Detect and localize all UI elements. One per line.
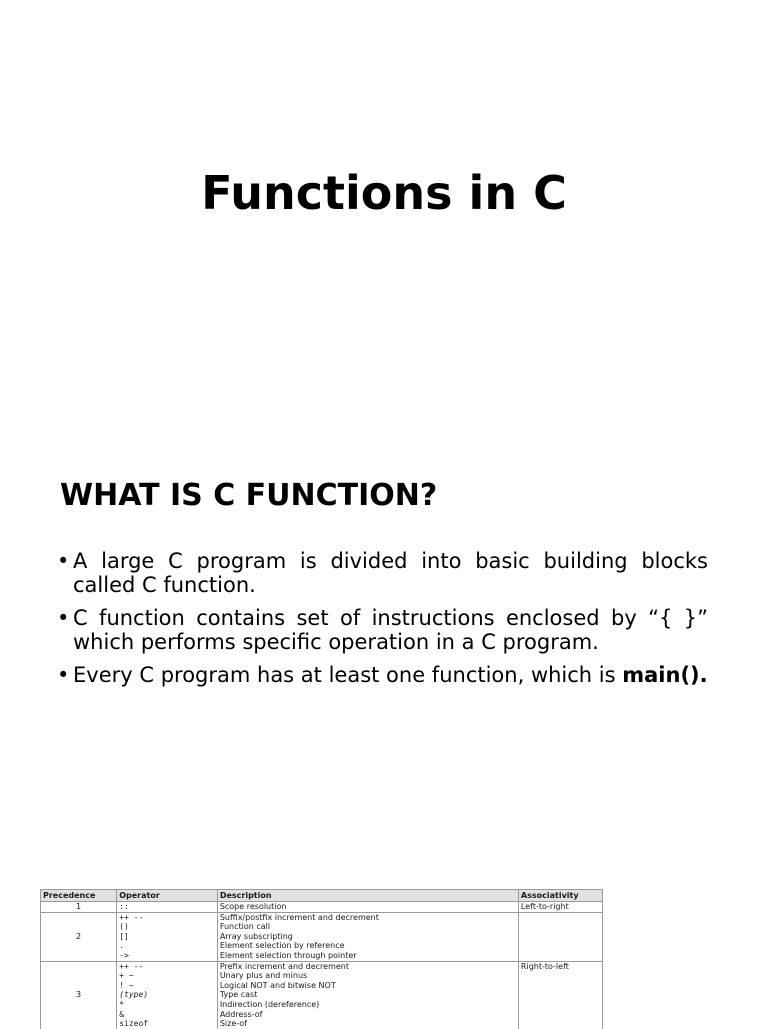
description: Suffix/postfix increment and decrement bbox=[219, 912, 379, 922]
operator: . bbox=[119, 941, 125, 951]
description: Unary plus and minus bbox=[219, 971, 308, 981]
table-header-row bbox=[41, 890, 603, 902]
description: Size-of bbox=[219, 1019, 247, 1029]
bullet-dot: • bbox=[57, 549, 70, 573]
operator-cell bbox=[117, 961, 218, 1029]
bullet-text: C function contains set of instructions enclosed by “{ }” which performs specific operation in a C program. bbox=[73, 606, 708, 654]
header-precedence: Precedence bbox=[41, 890, 117, 902]
associativity-cell: Right-to-left bbox=[518, 961, 602, 1029]
operator: -> bbox=[119, 950, 129, 960]
table-row bbox=[41, 961, 603, 1029]
bullet-item bbox=[57, 549, 708, 597]
table-group-2 bbox=[41, 912, 603, 961]
operator: () bbox=[119, 922, 129, 932]
description: Logical NOT and bitwise NOT bbox=[219, 980, 336, 990]
description-cell bbox=[217, 912, 518, 961]
description: Function call bbox=[219, 922, 271, 932]
bullet-dot: • bbox=[57, 663, 70, 687]
description: Indirection (dereference) bbox=[219, 999, 320, 1009]
bullet-text: A large C program is divided into basic building blocks called C function. bbox=[73, 549, 708, 597]
operator: * bbox=[119, 999, 125, 1009]
header-description: Description bbox=[217, 890, 518, 902]
precedence-cell: 1 bbox=[41, 902, 117, 913]
description: Type cast bbox=[219, 990, 258, 1000]
operator: sizeof bbox=[119, 1019, 149, 1029]
header-operator: Operator bbox=[117, 890, 218, 902]
table-group-3 bbox=[41, 961, 603, 1029]
bullet-item bbox=[57, 606, 708, 654]
operator: & bbox=[119, 1009, 125, 1019]
associativity-cell: Left-to-right bbox=[518, 902, 602, 913]
description: Address-of bbox=[219, 1009, 263, 1019]
operator: ++ -- bbox=[119, 961, 144, 971]
operator: :: bbox=[119, 902, 129, 911]
description: Scope resolution bbox=[219, 902, 287, 911]
description: Array subscripting bbox=[219, 931, 293, 941]
bullet-list bbox=[57, 549, 708, 696]
operator: ++ -- bbox=[119, 912, 144, 922]
bullet-text: Every C program has at least one function, which is bbox=[73, 663, 623, 687]
table-group-1 bbox=[41, 902, 603, 913]
bullet-item bbox=[57, 663, 708, 687]
operator: [] bbox=[119, 931, 129, 941]
header-associativity: Associativity bbox=[518, 890, 602, 902]
table-row bbox=[41, 912, 603, 961]
description-cell bbox=[217, 961, 518, 1029]
precedence-cell: 2 bbox=[41, 912, 117, 961]
operator-cell bbox=[117, 902, 218, 913]
bullet-dot: • bbox=[57, 606, 70, 630]
operator-precedence-table bbox=[40, 889, 603, 1029]
section-heading: WHAT IS C FUNCTION? bbox=[60, 478, 438, 513]
precedence-cell: 3 bbox=[41, 961, 117, 1029]
description-cell bbox=[217, 902, 518, 913]
bullet-bold-term: main(). bbox=[622, 663, 708, 687]
table-row bbox=[41, 902, 603, 913]
operator-cell bbox=[117, 912, 218, 961]
associativity-cell bbox=[518, 912, 602, 961]
description: Prefix increment and decrement bbox=[219, 961, 349, 971]
operator: (type) bbox=[119, 990, 149, 1000]
description: Element selection through pointer bbox=[219, 950, 357, 960]
operator: ! ~ bbox=[119, 980, 134, 990]
slide-title: Functions in C bbox=[201, 166, 567, 220]
description: Element selection by reference bbox=[219, 941, 345, 951]
operator: + − bbox=[119, 971, 134, 981]
